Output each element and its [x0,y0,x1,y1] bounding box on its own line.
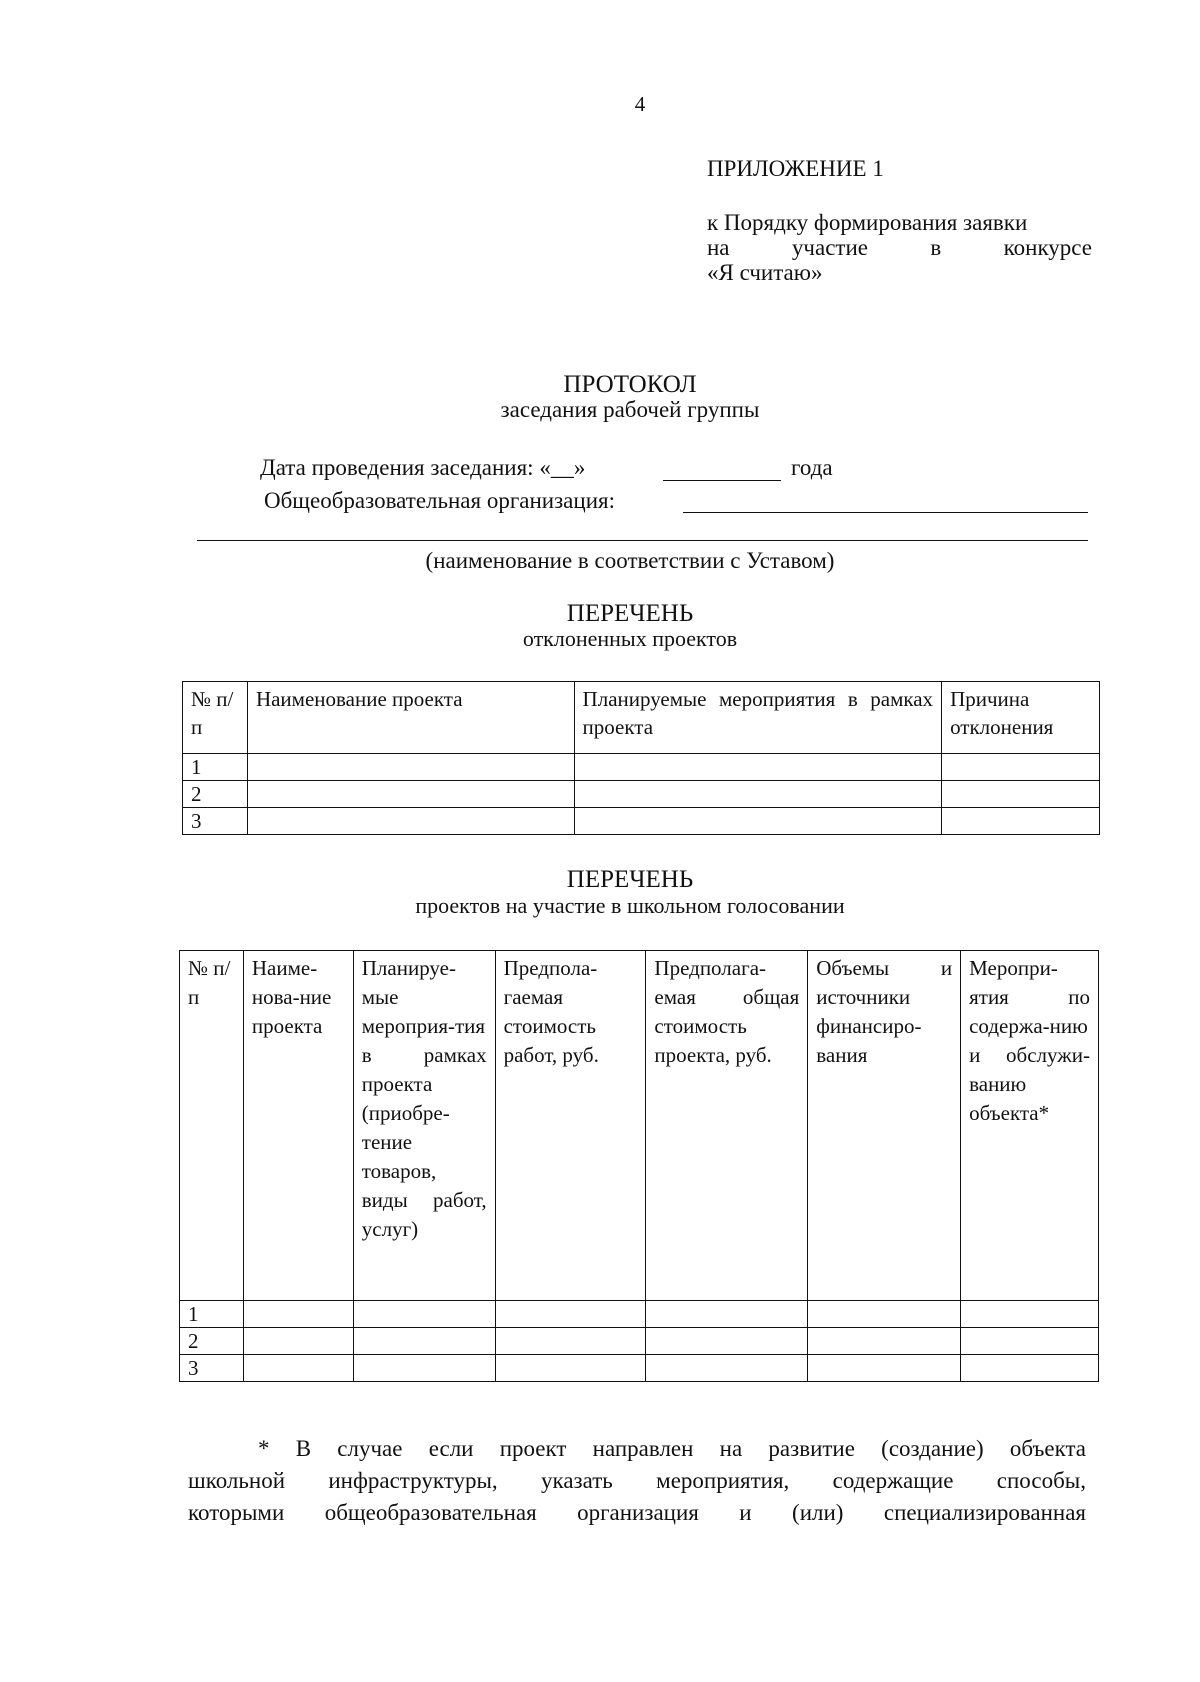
table-cell [808,1301,961,1328]
table-cell [243,1301,353,1328]
rejected-projects-table [182,681,1100,835]
table-cell [646,1328,808,1355]
org-blank-line-full [197,540,1088,541]
table-cell [574,781,942,808]
table-cell [247,754,574,781]
header-cell: Планируемые мероприятия в рамках проекта [574,682,942,754]
table-cell [495,1355,646,1382]
table-row [180,1301,1099,1328]
footnote [188,1433,1086,1529]
annex-subtitle [707,210,1092,285]
table-row [183,781,1100,808]
row-number: 1 [180,1301,244,1328]
protocol-subtitle: заседания рабочей группы [500,397,760,422]
header-cell: Причина отклонения [942,682,1100,754]
header-cell: Предполага-емая общая стоимость проекта, руб. [646,951,808,1301]
annex-subtitle-line: к Порядку формирования заявки [707,210,1028,235]
table-cell [574,808,942,835]
table-row [180,1328,1099,1355]
table-cell [942,781,1100,808]
table-row [183,754,1100,781]
org-blank-line [683,512,1088,513]
footnote-line: школьной инфраструктуры, указать мероприятия, содержащие способы, [188,1468,1086,1493]
row-number: 2 [183,781,248,808]
header-cell: Планируе-мые мероприя-тия в рамках проекта (приобре-тение товаров, виды работ, услуг) [353,951,495,1301]
table-row [180,1355,1099,1382]
table-cell [646,1301,808,1328]
table-row [183,808,1100,835]
table-cell [961,1355,1099,1382]
header-cell: Объемы и источники финансиро-вания [808,951,961,1301]
date-blank-line [663,480,781,481]
voting-list-subtitle: проектов на участие в школьном голосовании [415,893,845,918]
annex-title: ПРИЛОЖЕНИЕ 1 [707,156,884,181]
row-number: 2 [180,1328,244,1355]
table-cell [247,808,574,835]
page-number: 4 [634,92,646,116]
table-cell [353,1355,495,1382]
org-name-note: (наименование в соответствии с Уставом) [425,548,835,573]
row-number: 3 [183,808,248,835]
header-cell: № п/п [183,682,248,754]
table-cell [942,808,1100,835]
table-cell [243,1355,353,1382]
header-cell: Наименование проекта [247,682,574,754]
header-cell: Предпола-гаемая стоимость работ, руб. [495,951,646,1301]
footnote-line: * В случае если проект направлен на развитие (создание) объекта [258,1436,1086,1461]
row-number: 3 [180,1355,244,1382]
table-cell [808,1328,961,1355]
footnote-line: которыми общеобразовательная организация и (или) специализированная [188,1500,1086,1525]
protocol-title: ПРОТОКОЛ [563,371,697,398]
table-cell [353,1328,495,1355]
row-number: 1 [183,754,248,781]
table-cell [961,1328,1099,1355]
table-header-row [180,951,1099,1301]
rejected-list-subtitle: отклоненных проектов [522,626,738,651]
table-cell [808,1355,961,1382]
table-cell [574,754,942,781]
table-cell [646,1355,808,1382]
table-cell [353,1301,495,1328]
voting-list-title: ПЕРЕЧЕНЬ [566,866,694,893]
header-cell: Меропри-ятия по содержа-нию и обслужи-ванию объекта* [961,951,1099,1301]
org-label: Общеобразовательная организация: [264,488,615,513]
header-cell: № п/п [180,951,244,1301]
table-header-row [183,682,1100,754]
table-cell [942,754,1100,781]
table-cell [247,781,574,808]
voting-projects-table [179,950,1099,1382]
table-cell [961,1301,1099,1328]
table-cell [495,1301,646,1328]
date-year-label: года [791,455,833,480]
meeting-date-label: Дата проведения заседания: «__» [260,455,586,480]
annex-subtitle-line: на участие в конкурсе [707,235,1092,260]
table-cell [243,1328,353,1355]
header-cell: Наиме-нова-ние проекта [243,951,353,1301]
table-cell [495,1328,646,1355]
annex-subtitle-line: «Я считаю» [707,260,823,285]
rejected-list-title: ПЕРЕЧЕНЬ [566,600,694,627]
